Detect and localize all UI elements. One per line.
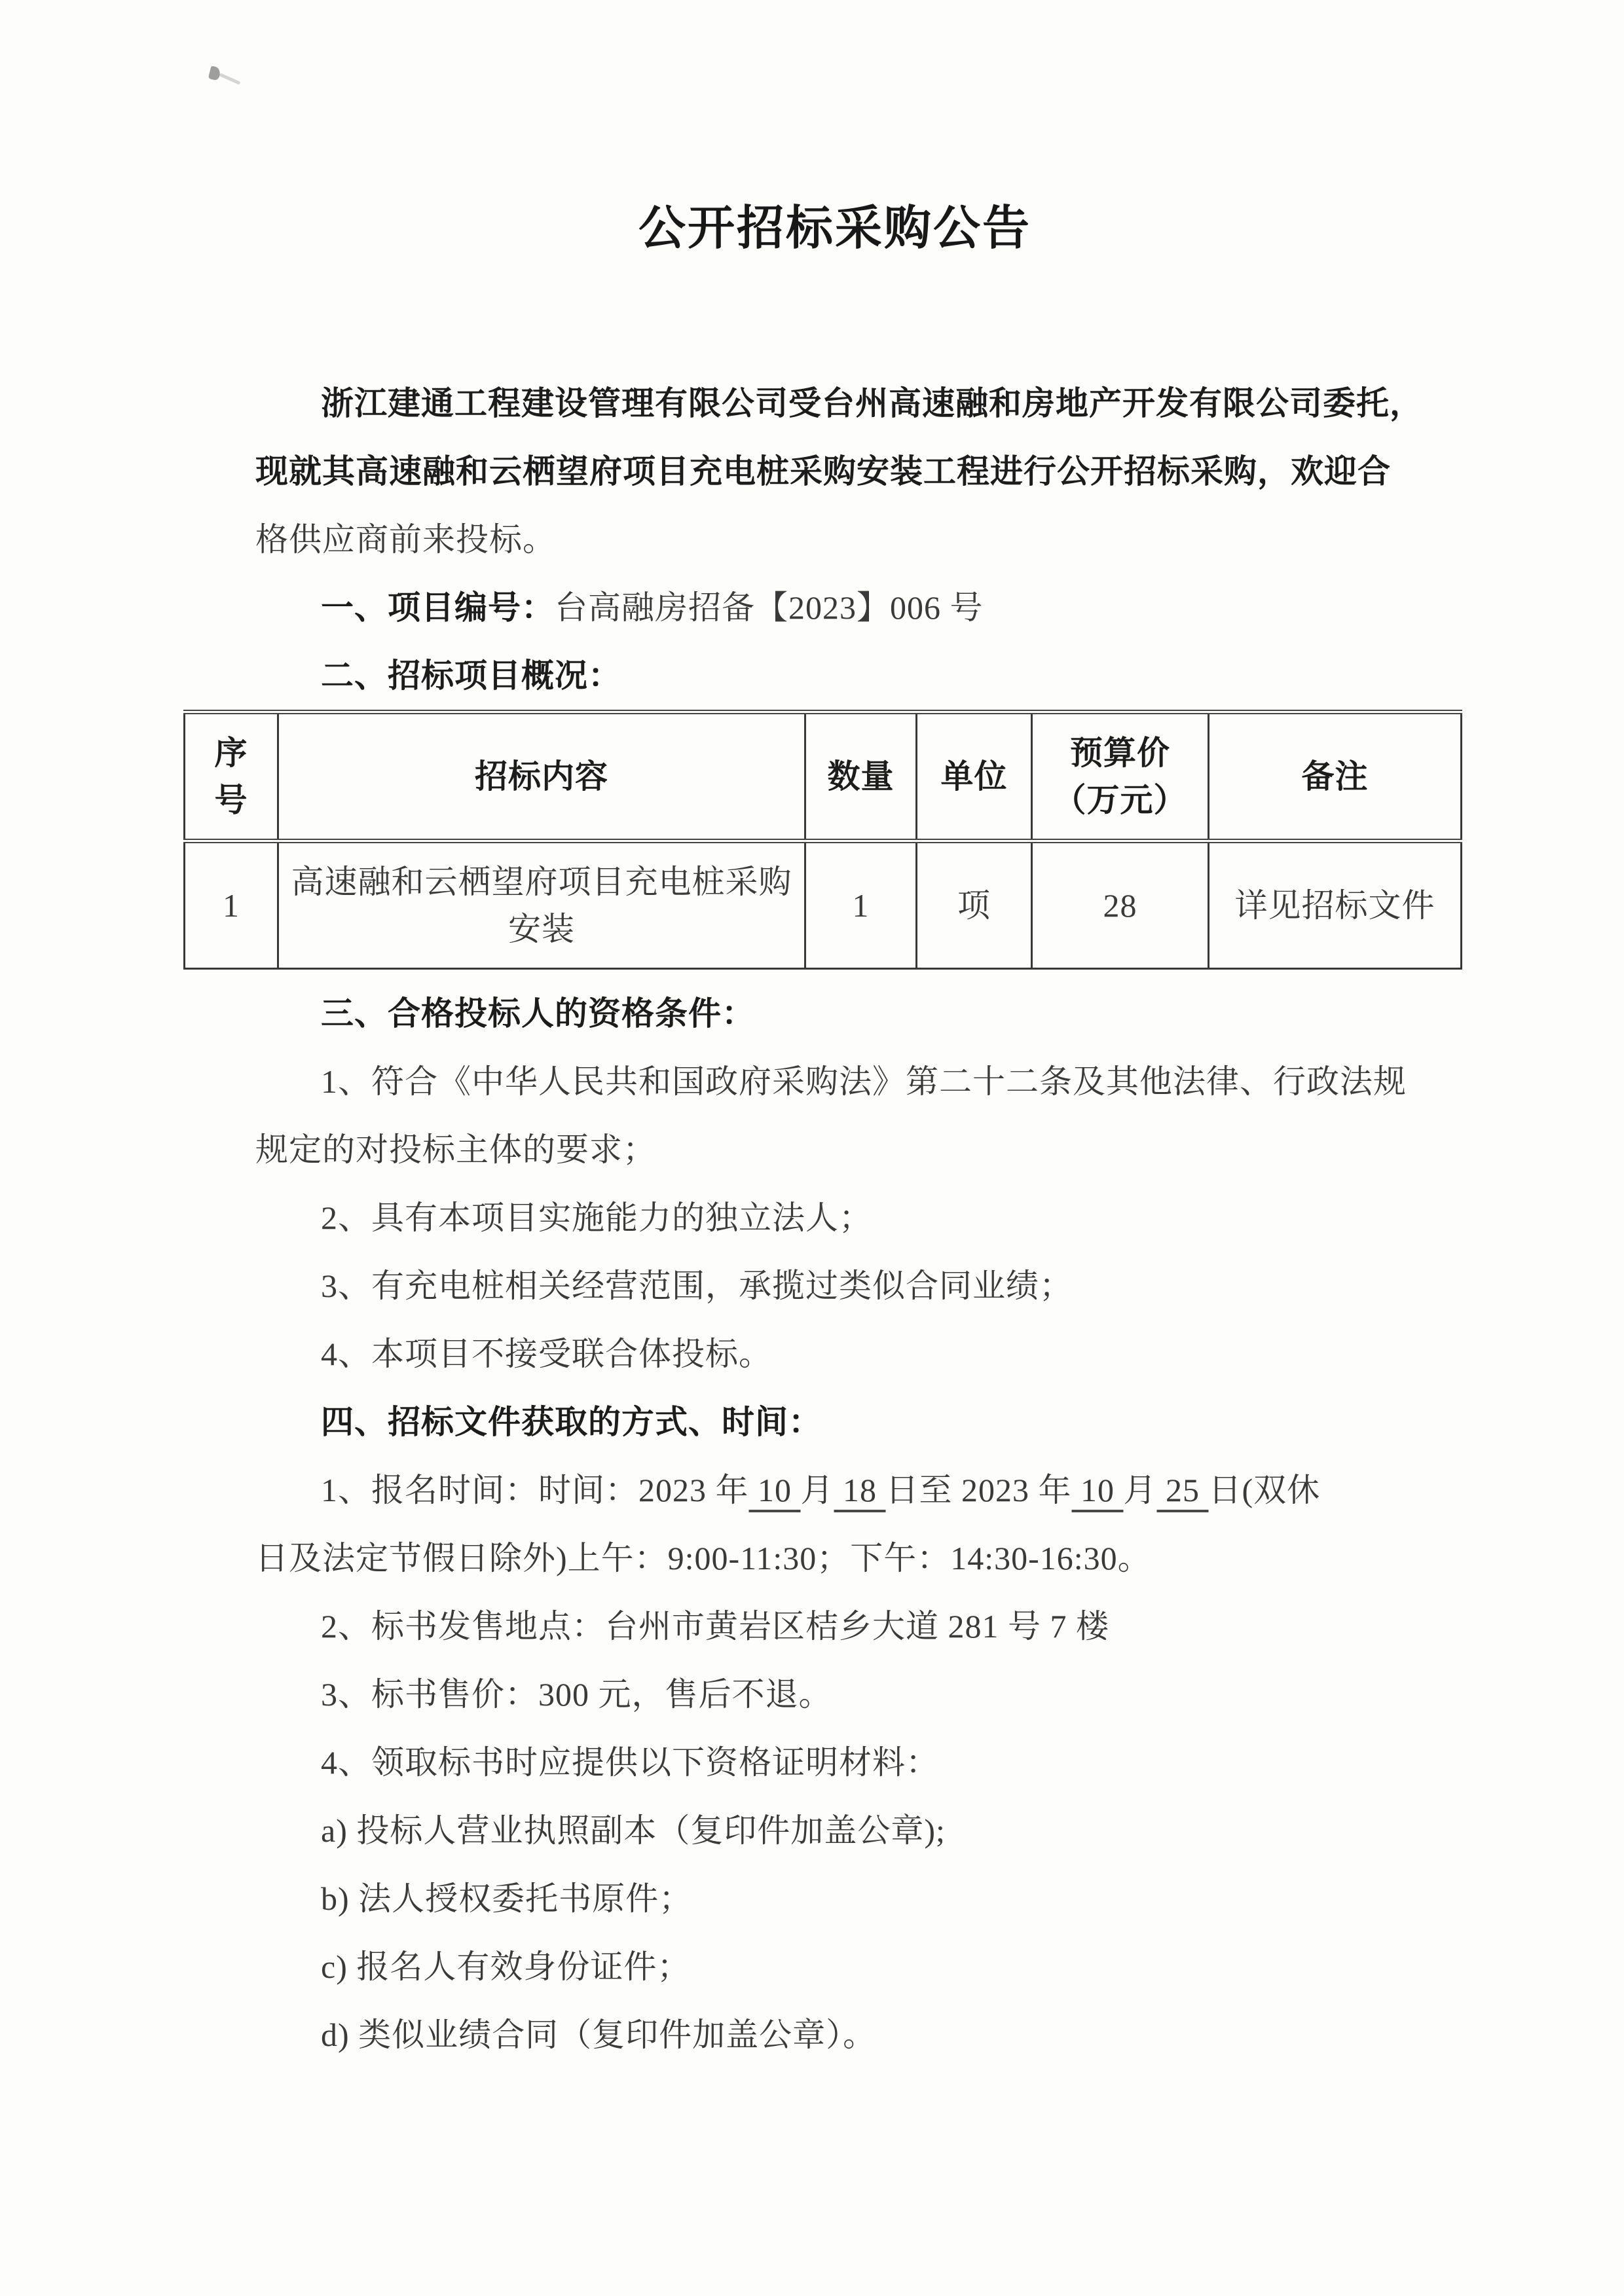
col-header-seq-line1: 序: [214, 735, 248, 771]
text-line: [255, 505, 1414, 574]
col-header-budget: [1032, 712, 1209, 841]
cell-content: [278, 841, 805, 969]
text-run: 日及法定节假日除外)上午：9:00-11:30；下午：14:30-16:30。: [255, 1540, 1151, 1576]
text-run: 月: [800, 1472, 834, 1508]
text-run: 1、符合《中华人民共和国政府采购法》第二十二条及其他法律、行政法规: [321, 1063, 1407, 1100]
text-run: 月: [1123, 1472, 1157, 1508]
text-line: [255, 1933, 1414, 2001]
text-line: [255, 642, 1414, 710]
text-run: 4、本项目不接受联合体投标。: [321, 1336, 772, 1372]
text-run: 3、标书售价：300 元，售后不退。: [321, 1676, 832, 1713]
text-run: 台高融房招备【2023】006 号: [555, 589, 984, 626]
text-run: 2、标书发售地点：台州市黄岩区桔乡大道 281 号 7 楼: [321, 1608, 1109, 1645]
text-line: [255, 1592, 1414, 1660]
text-run: 日(双休: [1208, 1472, 1321, 1508]
text-run: 浙江建通工程建设管理有限公司受台州高速融和房地产开发有限公司委托，: [321, 385, 1423, 422]
text-run: 二、招标项目概况：: [321, 657, 621, 694]
text-line: [255, 979, 1414, 1048]
document-body: [214, 202, 1435, 2069]
cell-remark: 详见招标文件: [1209, 841, 1462, 969]
text-line: [255, 1524, 1414, 1592]
text-line: [255, 369, 1423, 437]
text-run: a) 投标人营业执照副本（复印件加盖公章);: [321, 1812, 946, 1849]
text-line: [255, 574, 1414, 642]
col-header-seq-line2: 号: [214, 782, 248, 818]
col-header-budget-line2: （万元）: [1053, 782, 1187, 818]
table-row: [185, 841, 1462, 969]
underlined-value: 10: [1071, 1472, 1124, 1508]
col-header-qty: 数量: [805, 712, 917, 841]
conditions-section: [255, 979, 1414, 2069]
text-line: [255, 1252, 1414, 1320]
underlined-value: 25: [1156, 1472, 1209, 1508]
text-run: 格供应商前来投标。: [255, 521, 556, 558]
table-header-row: [185, 712, 1462, 841]
text-line: [255, 1728, 1414, 1796]
text-run: b) 法人授权委托书原件；: [321, 1880, 693, 1917]
text-run: 4、领取标书时应提供以下资格证明材料：: [321, 1744, 939, 1781]
cell-content-line1: 高速融和云栖望府项目充电桩采购: [291, 864, 792, 900]
text-line: [255, 1865, 1414, 1933]
cell-unit: 项: [917, 841, 1032, 969]
scan-artifact: [219, 73, 240, 84]
text-run: 规定的对投标主体的要求；: [255, 1131, 656, 1168]
cell-qty: 1: [805, 841, 917, 969]
cell-budget: 28: [1032, 841, 1209, 969]
text-line: [255, 1184, 1414, 1252]
text-line: [255, 1388, 1414, 1456]
text-line: [255, 1320, 1414, 1388]
text-run: 三、合格投标人的资格条件：: [321, 995, 755, 1032]
text-run: 一、项目编号：: [321, 589, 555, 626]
text-run: c) 报名人有效身份证件；: [321, 1948, 691, 1985]
underlined-value: 18: [834, 1472, 886, 1508]
text-run: 现就其高速融和云栖望府项目充电桩采购安装工程进行公开招标采购，欢迎合: [255, 453, 1391, 490]
col-header-budget-line1: 预算价: [1070, 735, 1170, 771]
text-line: [255, 1048, 1414, 1116]
text-run: 2、具有本项目实施能力的独立法人；: [321, 1199, 872, 1236]
text-line: [255, 1456, 1414, 1524]
text-line: [255, 1796, 1414, 1865]
intro-section: [255, 369, 1423, 710]
underlined-value: 10: [748, 1472, 801, 1508]
text-run: 3、有充电桩相关经营范围，承揽过类似合同业绩；: [321, 1267, 1073, 1304]
text-run: 四、招标文件获取的方式、时间：: [321, 1404, 822, 1440]
text-line: [255, 1660, 1414, 1728]
text-run: 日至 2023 年: [885, 1472, 1072, 1508]
page-title: 公开招标采购公告: [638, 202, 1031, 255]
text-line: [255, 2001, 1414, 2069]
col-header-unit: 单位: [917, 712, 1032, 841]
text-line: [255, 1116, 1414, 1184]
col-header-remark: 备注: [1209, 712, 1462, 841]
text-run: 1、报名时间：时间：2023 年: [321, 1472, 749, 1508]
text-run: d) 类似业绩合同（复印件加盖公章）。: [321, 2016, 877, 2053]
cell-content-line2: 安装: [508, 911, 575, 947]
bid-overview-table: [183, 710, 1462, 970]
col-header-content: 招标内容: [278, 712, 805, 841]
text-line: [255, 437, 1414, 505]
cell-seq: 1: [185, 841, 278, 969]
col-header-seq: [185, 712, 278, 841]
